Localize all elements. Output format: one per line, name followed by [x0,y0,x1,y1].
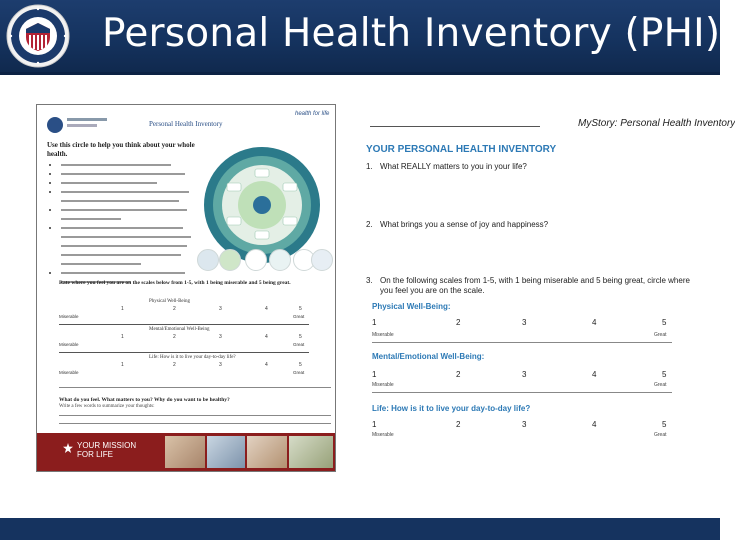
what-matters-hint: Write a few words to summarize your thoughts: [59,404,155,409]
question-number: 3. [366,276,373,285]
form-title: YOUR PERSONAL HEALTH INVENTORY [366,144,557,155]
banner-line: FOR LIFE [77,450,114,459]
write-in-line[interactable] [59,387,331,388]
circle-legend [197,249,331,269]
scale-number[interactable]: 3 [219,362,222,368]
scale-low-label: Miserable [59,342,79,347]
scale-number[interactable]: 4 [592,370,597,379]
scale-number[interactable]: 1 [372,370,377,379]
scale-numbers [372,318,672,328]
rating-scale [59,299,309,325]
question-joy: What brings you a sense of joy and happiness? [380,220,549,229]
scale-number[interactable]: 4 [265,334,268,340]
legend-chip [197,249,219,271]
scale-number[interactable]: 5 [299,362,302,368]
scale-ends [372,432,672,440]
scale-high-label: Great [293,370,305,375]
scale-number[interactable]: 1 [372,420,377,429]
scale-label: Physical Well-Being [149,299,191,304]
scale-low-label: Miserable [372,382,394,388]
scale-number[interactable]: 2 [173,306,176,312]
rating-scale [59,327,309,353]
write-in-line[interactable] [59,423,331,424]
scale-rule [372,342,672,343]
rating-instructions: Rate where you feel you are on the scales below from 1-5, with 1 being miserable and 5 being great. [59,280,291,286]
legend-chip [269,249,291,271]
question-what-matters: What REALLY matters to you in your life? [380,162,527,171]
scale-number[interactable]: 4 [592,420,597,429]
mission-banner-text [77,441,136,459]
scale-number[interactable]: 4 [592,318,597,327]
mission-star-icon [63,443,73,453]
scale-number[interactable]: 4 [265,306,268,312]
scale-high-label: Great [293,314,305,319]
circle-intro-heading: Use this circle to help you think about your whole health. [47,141,195,158]
scale-label: Physical Well-Being: [372,302,451,311]
header-rule [370,126,540,127]
scale-label: Life: How is it to live your day-to-day life? [149,355,236,360]
scale-ends [372,382,672,390]
header-divider [0,72,720,75]
scale-low-label: Miserable [59,370,79,375]
photo-thumbnail [247,436,287,468]
org-name-line [67,118,107,121]
scale-number[interactable]: 2 [456,318,461,327]
scale-rule [372,392,672,393]
intro-bullet-list [47,161,197,287]
legend-chip [245,249,267,271]
form-running-header: MyStory: Personal Health Inventory [578,118,735,129]
scale-high-label: Great [654,382,667,388]
question-number: 1. [366,162,373,171]
scale-number[interactable]: 4 [265,362,268,368]
scale-number[interactable]: 3 [522,318,527,327]
footer-bar [0,518,720,540]
scale-number[interactable]: 1 [121,334,124,340]
scale-number[interactable]: 2 [173,334,176,340]
question-rate-scales: On the following scales from 1-5, with 1 being miserable and 5 being great, circle where you feel you are on the scale. [380,276,690,295]
va-logo-icon [47,117,63,133]
scale-number[interactable]: 5 [299,334,302,340]
scale-number[interactable]: 2 [456,420,461,429]
scale-number[interactable]: 1 [121,362,124,368]
scale-high-label: Great [654,332,667,338]
photo-thumbnail [289,436,333,468]
scale-rule [59,352,309,353]
question-number: 2. [366,220,373,229]
scale-number[interactable]: 3 [219,334,222,340]
scale-rule [59,324,309,325]
write-in-line[interactable] [59,415,331,416]
org-name-line [67,124,97,127]
banner-line: YOUR MISSION [77,441,137,450]
form-title: Personal Health Inventory [149,120,223,128]
scale-numbers [372,370,672,380]
page-title: Personal Health Inventory (PHI) [102,11,721,56]
scale-number[interactable]: 3 [522,370,527,379]
scale-number[interactable]: 3 [219,306,222,312]
scale-number[interactable]: 1 [372,318,377,327]
scale-number[interactable]: 1 [121,306,124,312]
title-bar [0,0,720,72]
scale-label: Life: How is it to live your day-to-day life? [372,404,531,413]
scale-number[interactable]: 5 [662,370,667,379]
scale-number[interactable]: 2 [456,370,461,379]
scale-label: Mental/Emotional Well-Being: [372,352,485,361]
phi-form-back [366,108,735,448]
scale-low-label: Miserable [372,432,394,438]
legend-chip [219,249,241,271]
rating-scale [59,355,309,381]
scale-high-label: Great [654,432,667,438]
photo-thumbnail [207,436,245,468]
scale-number[interactable]: 5 [299,306,302,312]
scale-high-label: Great [293,342,305,347]
scale-low-label: Miserable [59,314,79,319]
scale-number[interactable]: 2 [173,362,176,368]
scale-number[interactable]: 5 [662,420,667,429]
scale-numbers [372,420,672,430]
what-matters-question: What do you feel. What matters to you? Why do you want to be healthy? [59,397,230,403]
scale-number[interactable]: 3 [522,420,527,429]
mission-banner [37,433,335,471]
scale-number[interactable]: 5 [662,318,667,327]
scale-low-label: Miserable [372,332,394,338]
photo-thumbnail [165,436,205,468]
scale-label: Mental/Emotional Well-Being [149,327,210,332]
scale-ends [372,332,672,340]
legend-chip [311,249,333,271]
phi-form-front [36,104,336,472]
va-seal-icon [4,3,72,69]
health-for-life-logo: health for life [295,111,330,117]
